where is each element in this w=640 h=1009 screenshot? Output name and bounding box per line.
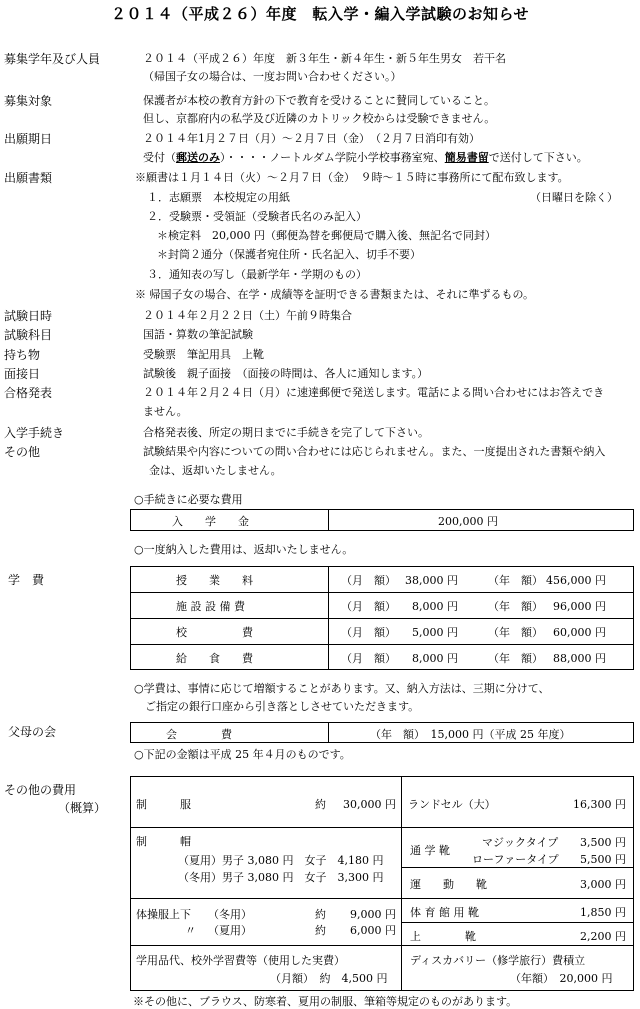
yearly-label: （年 額） <box>488 626 543 639</box>
indoor-shoes-amount: 2,200 円 <box>580 930 626 943</box>
period-line2: 受付（郵送のみ）・・・・ノートルダム学院小学校事務室宛、簡易書留で送付して下さい。 <box>143 151 588 164</box>
monthly-amount: 8,000 円 <box>412 600 458 613</box>
other-line1: 試験結果や内容についての問い合わせには応じられません。また、一度提出された書類や納入 <box>143 445 606 458</box>
recruit-label: 募集学年及び人員 <box>4 52 101 66</box>
hat-winter: （冬用）男子 3,080 円 女子 3,300 円 <box>178 871 384 884</box>
entrance-fee-note: ○一度納入した費用は、返却いたしません。 <box>134 543 354 556</box>
entrance-fee-name: 入 学 金 <box>172 515 249 528</box>
randoseru-name: ランドセル（大） <box>408 798 496 811</box>
footer-note: ※その他に、ブラウス、防寒着、夏用の制服、筆箱等規定のものがあります。 <box>133 995 518 1008</box>
docs-item3: ３．通知表の写し（最新学年・学期のもの） <box>147 268 367 281</box>
tuition-row-name: 給 食 費 <box>176 652 253 665</box>
tuition-note2: ご指定の銀行口座から引き落としさせていただきます。 <box>145 700 420 713</box>
gym-shoes-amount: 1,850 円 <box>580 906 626 919</box>
docs-item2: ２．受験票・受領証（受験者氏名のみ記入） <box>147 210 367 223</box>
gym-wear-summer-approx: 約 <box>315 924 326 937</box>
gym-wear-winter-approx: 約 <box>315 908 326 921</box>
docs-line1: ※願書は１月１４日（火）～２月７日（金） ９時～１５時に事務所にて配布致します。 <box>135 171 569 184</box>
parents-fee-amount: （年 額） 15,000 円（平成 25 年度） <box>370 728 571 741</box>
interview-value: 試験後 親子面接 （面接の時間は、各人に通知します。） <box>143 367 429 380</box>
sport-shoes-name: 運 動 靴 <box>410 878 487 891</box>
other-fees-label: その他の費用 <box>4 783 77 797</box>
gym-wear-summer-amount: 6,000 円 <box>350 924 396 937</box>
result-label: 合格発表 <box>4 386 53 400</box>
monthly-amount: 38,000 円 <box>405 574 458 587</box>
items-value: 受験票 筆記用具 上靴 <box>143 348 264 361</box>
other-line2: 金は、返却いたしません。 <box>149 464 282 477</box>
subjects-value: 国語・算数の筆記試験 <box>143 328 253 341</box>
docs-label: 出願書類 <box>4 171 53 185</box>
gym-wear-winter-amount: 9,000 円 <box>350 908 396 921</box>
tuition-row-name: 授 業 料 <box>176 574 253 587</box>
school-shoes-name: 通 学 靴 <box>410 844 450 857</box>
uniform-name: 制 服 <box>136 798 191 811</box>
monthly-label: （月 額） <box>341 626 396 639</box>
subjects-label: 試験科目 <box>4 328 53 342</box>
page-title: ２０１４（平成２６）年度 転入学・編入学試験のお知らせ <box>110 5 530 23</box>
gym-wear-winter-label: （冬用） <box>208 908 252 921</box>
exam-date-label: 試験日時 <box>4 309 53 323</box>
monthly-amount: 8,000 円 <box>412 652 458 665</box>
discovery-amount: （年額） 20,000 円 <box>510 972 613 985</box>
docs-item2b: ＊封筒２通分（保護者宛住所・氏名記入、切手不要） <box>157 248 421 261</box>
period-label: 出願期日 <box>4 132 53 146</box>
items-label: 持ち物 <box>4 348 41 362</box>
target-line1: 保護者が本校の教育方針の下で教育を受けることに賛同していること。 <box>143 94 495 107</box>
exam-date-value: ２０１４年２月２２日（土）午前９時集合 <box>143 309 352 322</box>
target-label: 募集対象 <box>4 94 53 108</box>
tuition-row-name: 施 設 設 備 費 <box>176 600 245 613</box>
discovery-name: ディスカバリー（修学旅行）費積立 <box>410 954 586 967</box>
uniform-amount: 30,000 円 <box>343 798 396 811</box>
parents-fee-name: 会 費 <box>166 728 232 741</box>
entrance-fee-amount: 200,000 円 <box>438 515 498 528</box>
result-line1: ２０１４年２月２４日（月）に速達郵便で発送します。電話による問い合わせにはお答えでき <box>143 386 605 399</box>
monthly-amount: 5,000 円 <box>412 626 458 639</box>
school-shoes-amount2: 5,500 円 <box>580 853 626 866</box>
entrance-fee-heading: ○手続きに必要な費用 <box>134 493 243 506</box>
monthly-label: （月 額） <box>341 600 396 613</box>
period-line1: ２０１４年1月２７日（月）～２月７日（金） （２月７日消印有効） <box>143 132 480 145</box>
randoseru-amount: 16,300 円 <box>573 798 626 811</box>
ditto-mark: 〃 <box>185 924 196 937</box>
gym-wear-summer-label: （夏用） <box>208 924 252 937</box>
school-shoes-type1: マジックタイプ <box>482 836 559 849</box>
supplies-line1: 学用品代、校外学習費等（使用した実費） <box>136 954 345 967</box>
yearly-label: （年 額） <box>488 600 543 613</box>
school-shoes-amount1: 3,500 円 <box>580 836 626 849</box>
docs-item1-note: （日曜日を除く） <box>530 191 618 204</box>
tuition-note1: ○学費は、事情に応じて増額することがあります。又、納入方法は、三期に分けて、 <box>134 682 550 695</box>
other-fees-sub: （概算） <box>58 801 107 815</box>
parents-note: ○下記の金額は平成 25 年４月のものです。 <box>134 748 351 761</box>
hat-summer: （夏用）男子 3,080 円 女子 4,180 円 <box>178 854 384 867</box>
tuition-label: 学 費 <box>8 573 45 587</box>
tuition-row-name: 校 費 <box>176 626 253 639</box>
yearly-amount: 96,000 円 <box>553 600 606 613</box>
recruit-line2: （帰国子女の場合は、一度お問い合わせください。） <box>143 70 402 83</box>
target-line2: 但し、京都府内の私学及び近隣のカトリック校からは受験できません。 <box>143 112 496 125</box>
gym-shoes-name: 体 育 館 用 靴 <box>410 906 479 919</box>
recruit-line1: ２０１４（平成２６）年度 新３年生・新４年生・新５年生男女 若干名 <box>143 52 506 65</box>
docs-note: ※ 帰国子女の場合、在学・成績等を証明できる書類または、それに準ずるもの。 <box>135 288 535 301</box>
interview-label: 面接日 <box>4 367 41 381</box>
indoor-shoes-name: 上 靴 <box>410 930 476 943</box>
monthly-label: （月 額） <box>341 652 396 665</box>
monthly-label: （月 額） <box>341 574 396 587</box>
other-label: その他 <box>4 445 41 459</box>
school-shoes-type2: ローファータイプ <box>472 853 559 866</box>
result-line2: ません。 <box>143 405 188 418</box>
docs-item1: １．志願票 本校規定の用紙 <box>147 191 290 204</box>
yearly-label: （年 額） <box>488 652 543 665</box>
yearly-label: （年 額） <box>488 574 543 587</box>
yearly-amount: 456,000 円 <box>546 574 606 587</box>
gym-wear-name: 体操服上下 <box>136 908 191 921</box>
yearly-amount: 88,000 円 <box>553 652 606 665</box>
parents-label: 父母の会 <box>8 725 57 739</box>
uniform-approx: 約 <box>315 798 326 811</box>
docs-item2a: ＊検定料 20,000 円（郵便為替を郵便局で購入後、無記名で同封） <box>157 229 496 242</box>
supplies-amount: （月額） 約 4,500 円 <box>270 972 388 985</box>
procedure-value: 合格発表後、所定の期日までに手続きを完了して下さい。 <box>143 426 429 439</box>
procedure-label: 入学手続き <box>4 426 65 440</box>
sport-shoes-amount: 3,000 円 <box>580 878 626 891</box>
yearly-amount: 60,000 円 <box>553 626 606 639</box>
hat-name: 制 帽 <box>136 835 191 848</box>
